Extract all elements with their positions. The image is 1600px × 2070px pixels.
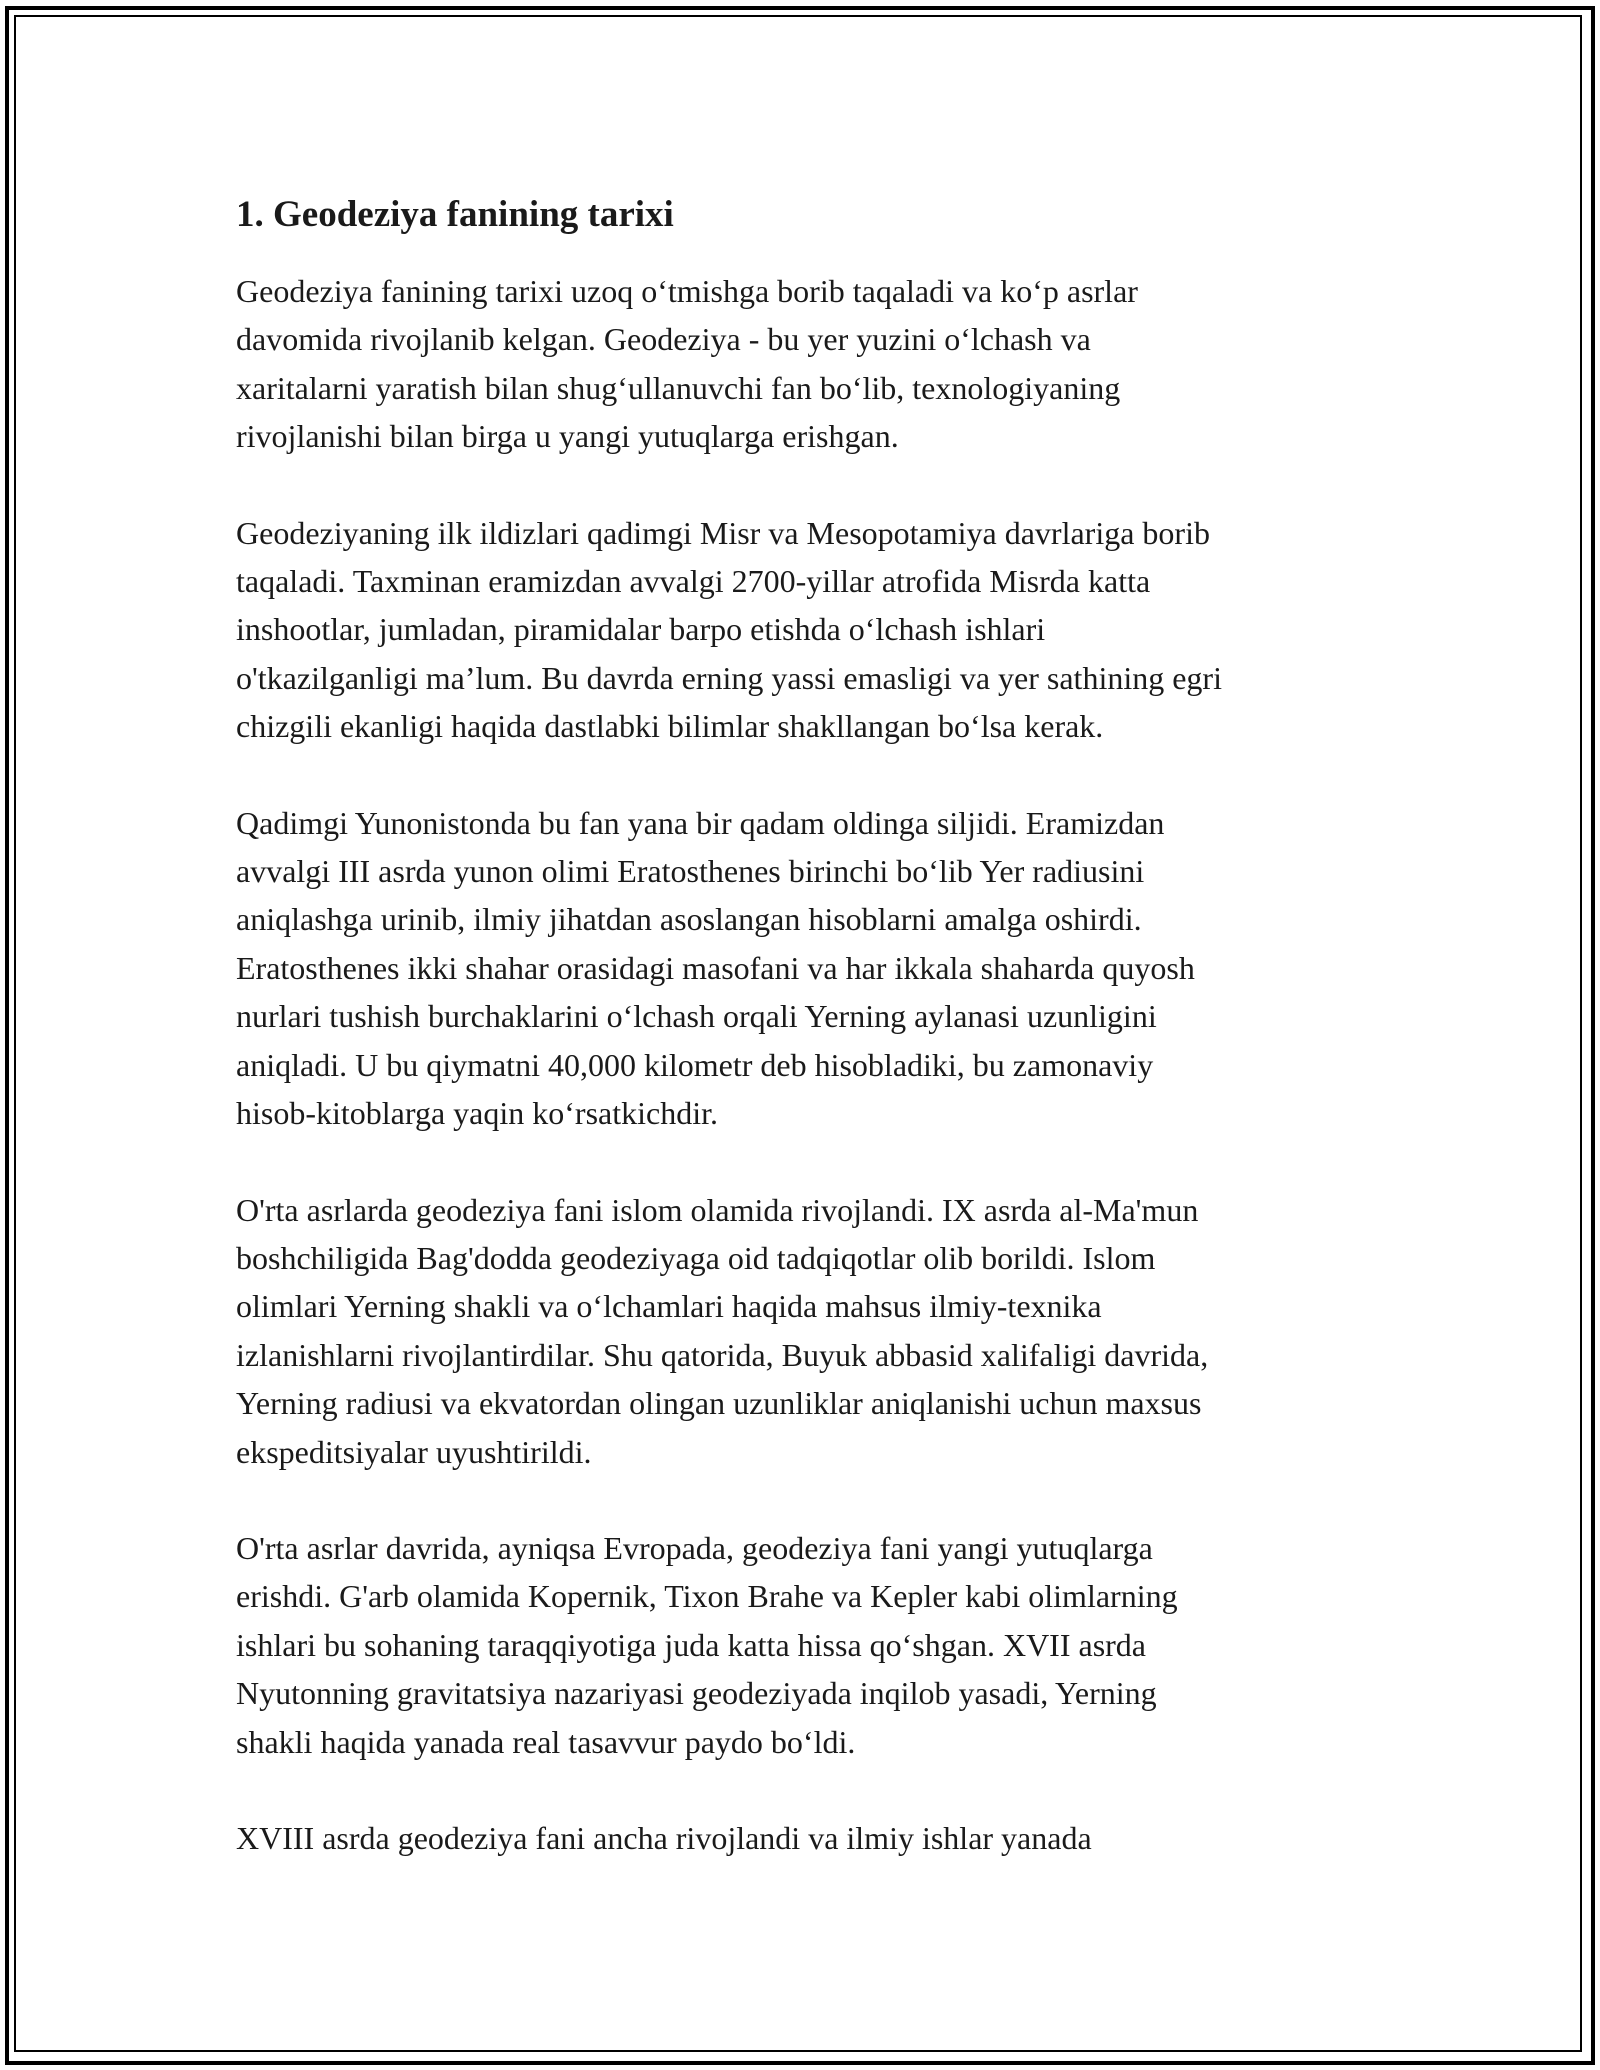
paragraph-xviii-century: XVIII asrda geodeziya fani ancha rivojlandi va ilmiy ishlar yanada <box>236 1819 1092 1856</box>
paragraph-greece: Qadimgi Yunonistonda bu fan yana bir qadam oldinga siljidi. Eramizdan avvalgi III asrda yunon olimi Eratosthenes birinchi bo‘lib Yer radiusini aniqlashga urinib, ilmiy jihatdan asoslangan hisoblarni amalga oshirdi. Eratosthenes ikki shahar orasidagi masofani va har ikkala shaharda quyosh nurlari tushish burchaklarini o‘lchash orqali Yerning aylanasi uzunligini aniqladi. U bu qiymatni 40,000 kilometr deb hisobladiki, bu zamonaviy hisob-kitoblarga yaqin ko‘rsatkichdir. <box>236 804 1195 1132</box>
section-heading: 1. Geodeziya fanining tarixi <box>236 194 674 235</box>
paragraph-egypt-mesopotamia: Geodeziyaning ilk ildizlari qadimgi Misr va Mesopotamiya davrlariga borib taqaladi. Taxminan eramizdan avvalgi 2700-yillar atrofida Misrda katta inshootlar, jumladan, piramidalar barpo etishda o‘lchash ishlari o'tkazilganligi ma’lum. Bu davrda erning yassi emasligi va yer sathining egri chizgili ekanligi haqida dastlabki bilimlar shakllangan bo‘lsa kerak. <box>236 514 1222 745</box>
paragraph-intro: Geodeziya fanining tarixi uzoq o‘tmishga borib taqaladi va ko‘p asrlar davomida rivojlanib kelgan. Geodeziya - bu yer yuzini o‘lchash va xaritalarni yaratish bilan shug‘ullanuvchi fan bo‘lib, texnologiyaning rivojlanishi bilan birga u yangi yutuqlarga erishgan. <box>236 273 1138 455</box>
document-page <box>236 183 1396 1910</box>
paragraph-islamic-world: O'rta asrlarda geodeziya fani islom olamida rivojlandi. IX asrda al-Ma'mun boshchiligida Bag'dodda geodeziyaga oid tadqiqotlar olib borildi. Islom olimlari Yerning shakli va o‘lchamlari haqida mahsus ilmiy-texnika izlanishlarni rivojlantirdilar. Shu qatorida, Buyuk abbasid xalifaligi davrida, Yerning radiusi va ekvatordan olingan uzunliklar aniqlanishi uchun maxsus ekspeditsiyalar uyushtirildi. <box>236 1191 1209 1470</box>
paragraph-europe: O'rta asrlar davrida, ayniqsa Evropada, geodeziya fani yangi yutuqlarga erishdi. G'arb olamida Kopernik, Tixon Brahe va Kepler kabi olimlarning ishlari bu sohaning taraqqiyotiga juda katta hissa qo‘shgan. XVII asrda Nyutonning gravitatsiya nazariyasi geodeziyada inqilob yasadi, Yerning shakli haqida yanada real tasavvur paydo bo‘ldi. <box>236 1529 1178 1760</box>
